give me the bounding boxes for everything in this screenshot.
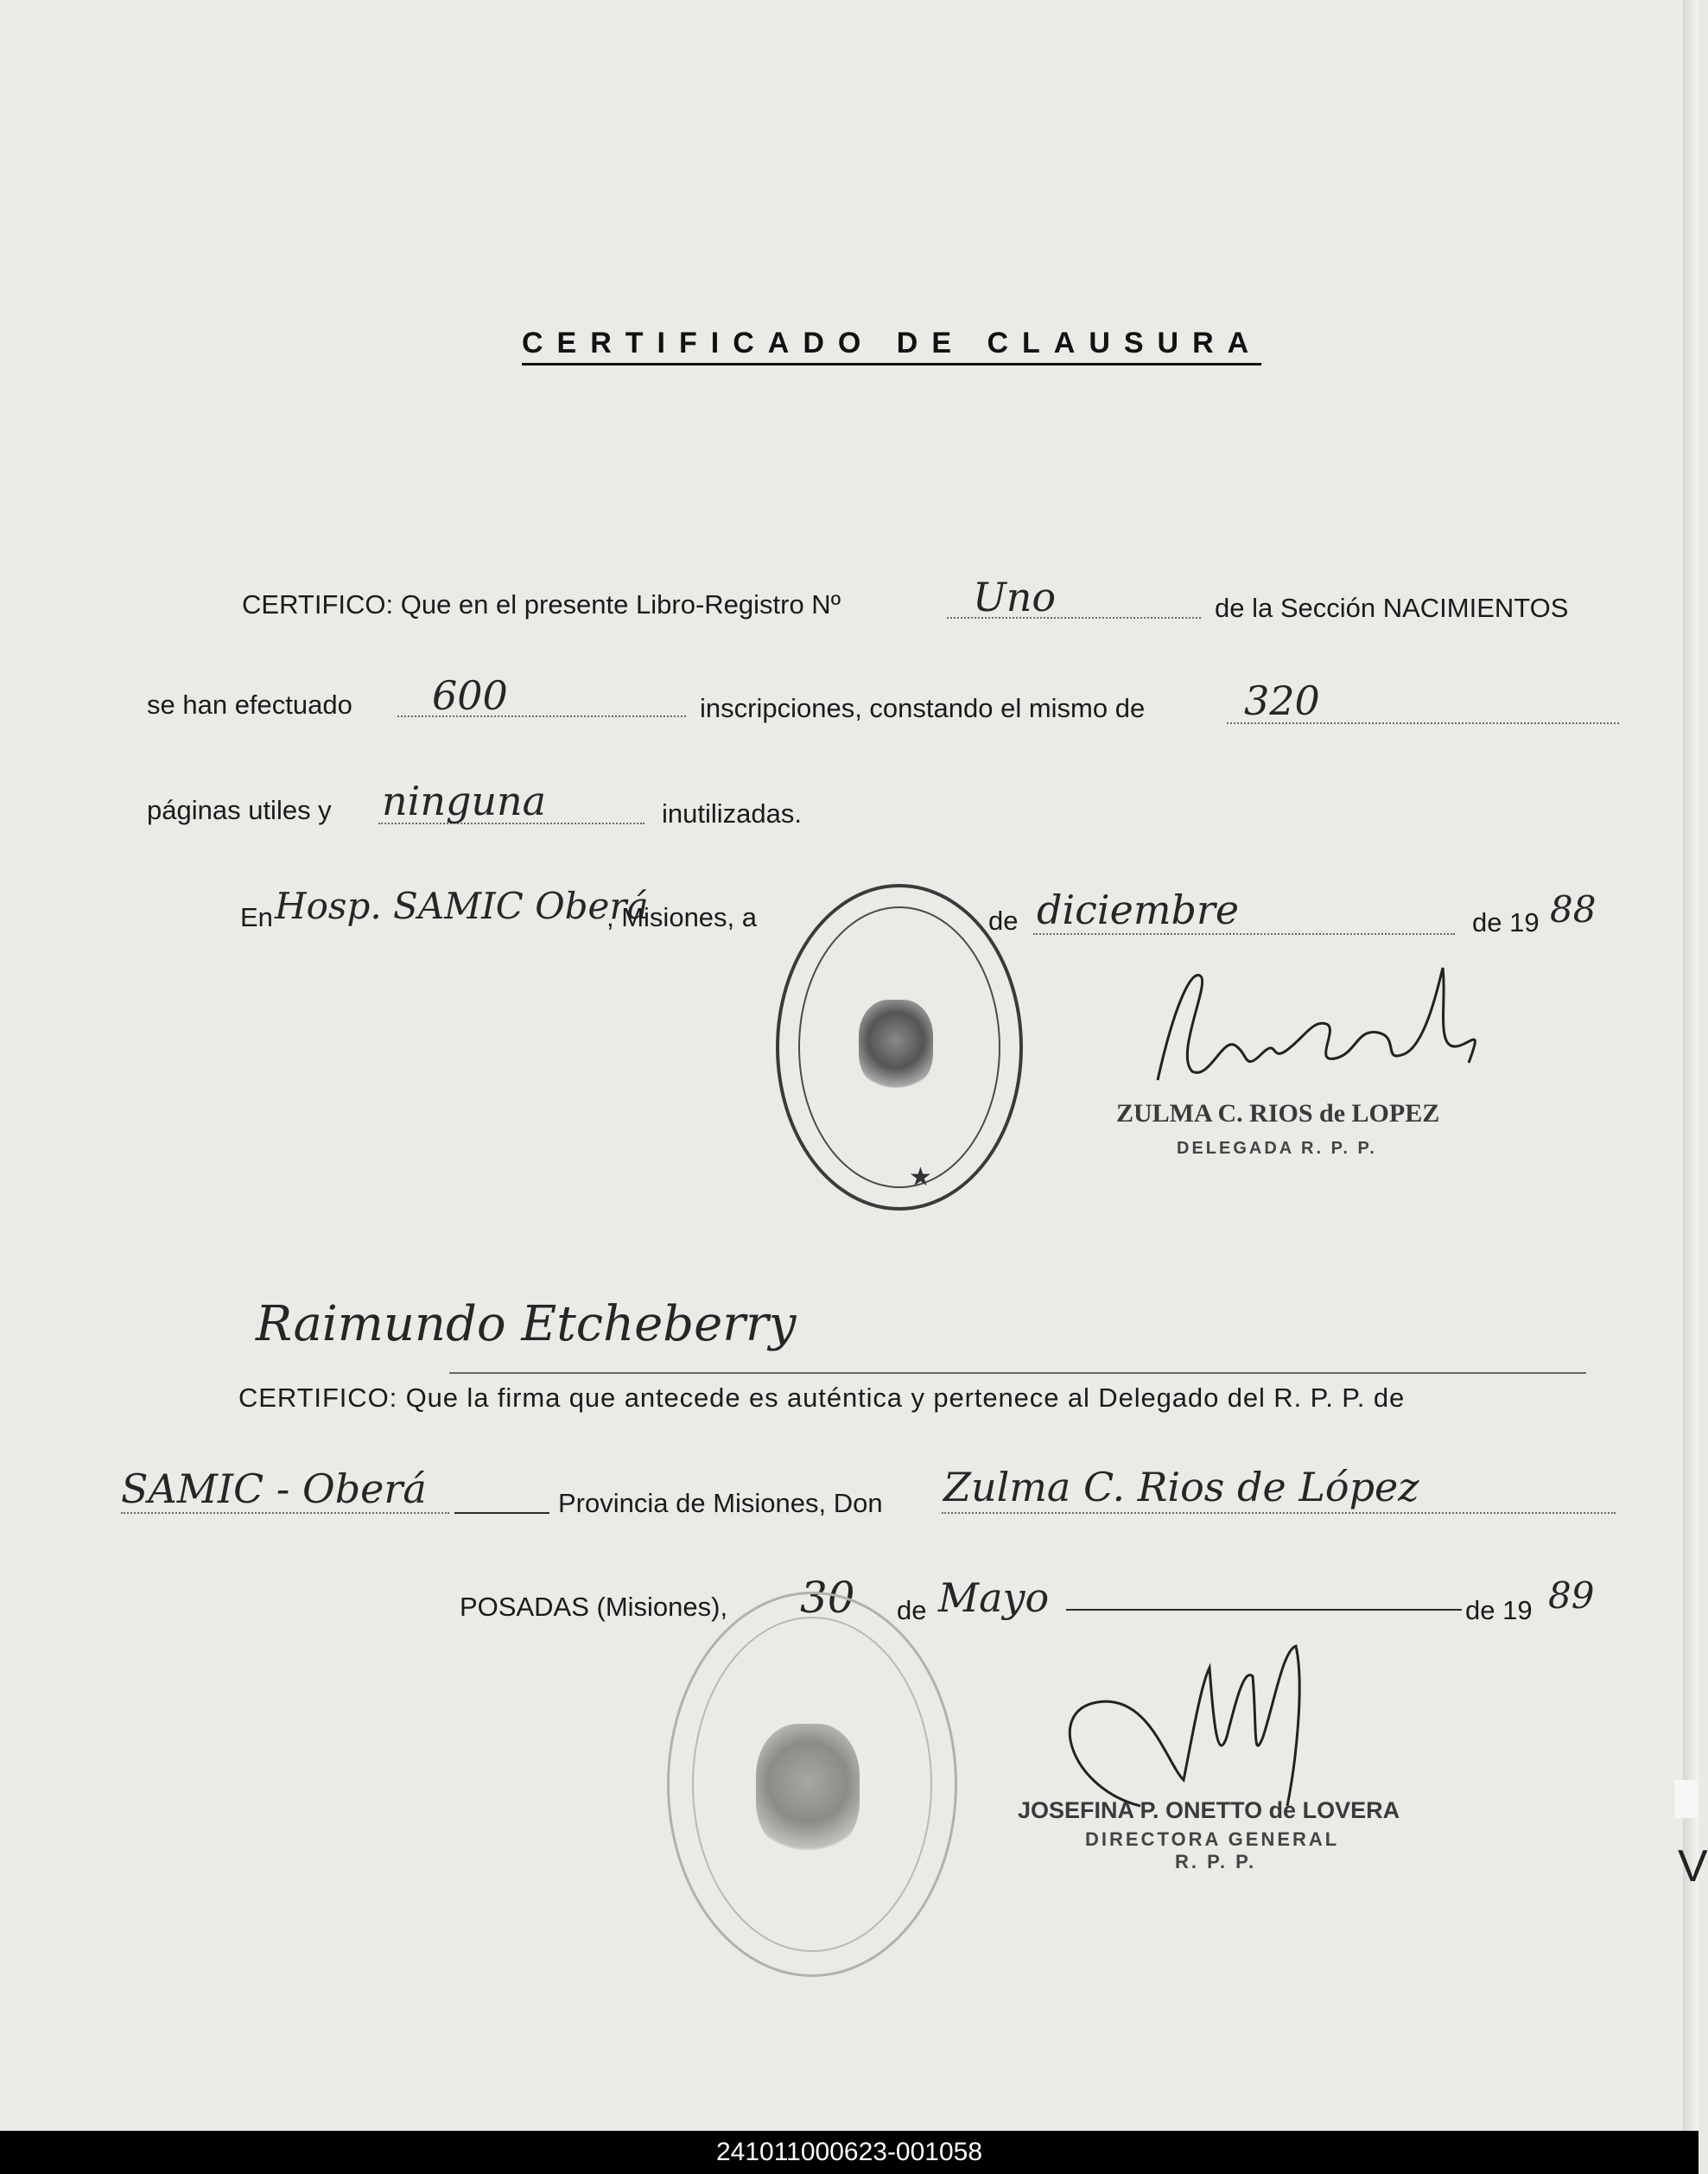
- s2-dia: 30: [800, 1573, 855, 1623]
- s2-mes-line: [1066, 1609, 1462, 1611]
- s1-lugar: Hosp. SAMIC Oberá: [275, 885, 649, 927]
- registry-seal-2: [667, 1592, 957, 1977]
- footer-bar: [0, 2131, 1698, 2174]
- s2-anio: 89: [1548, 1574, 1595, 1617]
- s2-line3-de: de: [897, 1595, 927, 1625]
- s1-anio: 88: [1550, 888, 1597, 931]
- s1-mes-dots: [1033, 933, 1455, 935]
- director-name: JOSEFINA P. ONETTO de LOVERA: [1018, 1797, 1400, 1823]
- star-icon: ★: [909, 1163, 932, 1192]
- s1-mes: diciembre: [1037, 887, 1240, 933]
- s1-libro-numero: Uno: [973, 574, 1057, 620]
- s2-lugar: SAMIC - Oberá: [121, 1465, 427, 1512]
- s1-line3-label: páginas utiles y: [147, 795, 332, 825]
- s1-line1-seccion: de la Sección NACIMIENTOS: [1215, 593, 1569, 623]
- s1-paginas: 320: [1244, 677, 1320, 724]
- edge-paper-tab: [1674, 1780, 1698, 1818]
- s2-lugar-rule: [454, 1512, 549, 1514]
- edge-letter: V: [1678, 1841, 1708, 1891]
- s1-line1-label: CERTIFICO: Que en el presente Libro-Registro Nº: [242, 589, 841, 620]
- s1-line4-en: En: [240, 902, 273, 932]
- delegate-title: DELEGADA R. P. P.: [1177, 1139, 1377, 1158]
- director-title: DIRECTORA GENERAL: [1085, 1828, 1340, 1850]
- coat-of-arms-icon: [756, 1724, 860, 1853]
- director-org: R. P. P.: [1175, 1851, 1257, 1872]
- registry-seal-1: [776, 884, 1023, 1211]
- s2-handwritten-name: Raimundo Etcheberry: [256, 1296, 797, 1352]
- document-id: 241011000623-001058: [715, 2138, 983, 2166]
- s2-line1: CERTIFICO: Que la firma que antecede es auténtica y pertenece al Delegado del R. P. P. de: [238, 1383, 1406, 1413]
- s1-line4-misiones: , Misiones, a: [606, 902, 758, 932]
- s2-delegado-dots: [942, 1512, 1616, 1514]
- s2-lugar-dots: [121, 1512, 449, 1514]
- document-title: CERTIFICADO DE CLAUSURA: [522, 327, 1263, 359]
- s2-delegado: Zulma C. Rios de López: [943, 1464, 1419, 1510]
- coat-of-arms-icon: [859, 1000, 933, 1090]
- s1-line2-mid: inscripciones, constando el mismo de: [700, 693, 1146, 723]
- s1-line2-label: se han efectuado: [147, 690, 352, 720]
- s1-line3-end: inutilizadas.: [662, 798, 802, 829]
- s2-line3-label: POSADAS (Misiones),: [460, 1592, 728, 1622]
- s1-inscripciones: 600: [432, 672, 508, 719]
- s1-line4-year-prefix: de 19: [1472, 907, 1540, 938]
- s1-line4-de: de: [988, 906, 1019, 936]
- delegate-name: ZULMA C. RIOS de LOPEZ: [1116, 1099, 1440, 1128]
- s2-line3-year-prefix: de 19: [1465, 1595, 1533, 1625]
- s2-mes: Mayo: [938, 1574, 1050, 1621]
- s2-signature-line: [449, 1372, 1586, 1374]
- delegate-signature: [1140, 950, 1486, 1097]
- s1-inutilizadas: ninguna: [382, 778, 547, 824]
- title-underline: [522, 363, 1261, 366]
- s2-line2-label: Provincia de Misiones, Don: [558, 1488, 883, 1518]
